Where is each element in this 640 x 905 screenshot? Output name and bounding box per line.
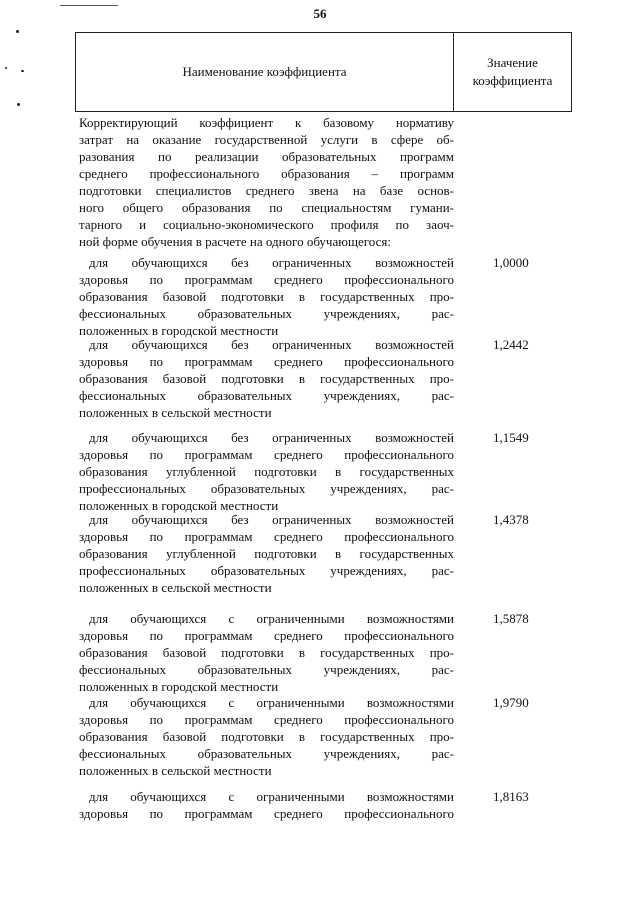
description-line: для обучающихся без ограниченных возможностей	[89, 337, 454, 352]
coefficient-value: 1,9790	[493, 695, 529, 710]
description-line: здоровья по программам среднего профессионального	[79, 272, 454, 287]
document-body	[79, 114, 569, 821]
coefficient-description	[79, 511, 454, 596]
intro-line: среднего профессионального образования – программ	[79, 166, 454, 181]
description-line: здоровья по программам среднего профессионального	[79, 628, 454, 643]
coefficient-row	[79, 788, 569, 822]
margin-mark	[17, 103, 20, 106]
coefficient-value: 1,0000	[493, 255, 529, 270]
description-line: здоровья по программам среднего профессионального	[79, 806, 454, 821]
description-line: образования базовой подготовки в государственных про-	[79, 729, 454, 744]
description-line: положенных в сельской местности	[79, 763, 272, 778]
coefficient-description	[79, 610, 454, 695]
coefficient-row	[79, 336, 569, 421]
coefficient-value: 1,2442	[493, 337, 529, 352]
description-line: образования углубленной подготовки в государственных	[79, 464, 454, 479]
description-line: положенных в городской местности	[79, 323, 279, 338]
table-header	[75, 32, 572, 112]
coefficient-row	[79, 254, 569, 339]
coefficient-value: 1,4378	[493, 512, 529, 527]
description-line: для обучающихся без ограниченных возможностей	[89, 512, 454, 527]
margin-mark	[5, 67, 7, 69]
description-line: положенных в сельской местности	[79, 405, 272, 420]
intro-line: ной форме обучения в расчете на одного обучающегося:	[79, 234, 391, 249]
coefficient-row	[79, 610, 569, 695]
description-line: положенных в городской местности	[79, 498, 279, 513]
description-line: образования базовой подготовки в государственных про-	[79, 645, 454, 660]
intro-line: ного общего образования по специальностям гумани-	[79, 200, 454, 215]
intro-line: затрат на оказание государственной услуги в сфере об-	[79, 132, 454, 147]
description-line: положенных в городской местности	[79, 679, 279, 694]
coefficient-description	[79, 336, 454, 421]
description-line: образования базовой подготовки в государственных про-	[79, 289, 454, 304]
coefficient-description	[79, 694, 454, 779]
coefficient-row	[79, 511, 569, 596]
description-line: профессиональных образовательных учреждениях, рас-	[79, 481, 454, 496]
description-line: здоровья по программам среднего профессионального	[79, 354, 454, 369]
description-line: фессиональных образовательных учреждениях, рас-	[79, 746, 454, 761]
coefficient-description	[79, 788, 454, 822]
description-line: для обучающихся с ограниченными возможностями	[89, 789, 454, 804]
coefficient-value: 1,5878	[493, 611, 529, 626]
coefficient-row	[79, 694, 569, 779]
description-line: фессиональных образовательных учреждениях, рас-	[79, 306, 454, 321]
intro-line: Корректирующий коэффициент к базовому нормативу	[79, 115, 454, 130]
description-line: фессиональных образовательных учреждениях, рас-	[79, 388, 454, 403]
coefficient-row	[79, 429, 569, 514]
coefficient-value: 1,1549	[493, 430, 529, 445]
description-line: фессиональных образовательных учреждениях, рас-	[79, 662, 454, 677]
column-header-name: Наименование коэффициента	[76, 33, 454, 111]
coefficient-description	[79, 254, 454, 339]
description-line: положенных в сельской местности	[79, 580, 272, 595]
intro-paragraph	[79, 114, 454, 250]
description-line: здоровья по программам среднего профессионального	[79, 529, 454, 544]
description-line: для обучающихся без ограниченных возможностей	[89, 255, 454, 270]
description-line: здоровья по программам среднего профессионального	[79, 447, 454, 462]
description-line: образования базовой подготовки в государственных про-	[79, 371, 454, 386]
margin-mark	[16, 30, 19, 33]
intro-line: тарного и социально-экономического профиля по заоч-	[79, 217, 454, 232]
description-line: здоровья по программам среднего профессионального	[79, 712, 454, 727]
intro-line: разования по реализации образовательных программ	[79, 149, 454, 164]
description-line: образования углубленной подготовки в государственных	[79, 546, 454, 561]
column-header-value-line: Значение	[487, 55, 538, 70]
description-line: профессиональных образовательных учреждениях, рас-	[79, 563, 454, 578]
page-number: 56	[313, 6, 327, 21]
column-header-value	[454, 33, 571, 111]
description-line: для обучающихся с ограниченными возможностями	[89, 695, 454, 710]
description-line: для обучающихся с ограниченными возможностями	[89, 611, 454, 626]
margin-mark	[21, 70, 24, 72]
coefficient-value: 1,8163	[493, 789, 529, 804]
column-header-value-line: коэффициента	[472, 73, 553, 88]
description-line: для обучающихся без ограниченных возможностей	[89, 430, 454, 445]
intro-line: подготовки специалистов среднего звена на базе основ-	[79, 183, 454, 198]
coefficient-description	[79, 429, 454, 514]
